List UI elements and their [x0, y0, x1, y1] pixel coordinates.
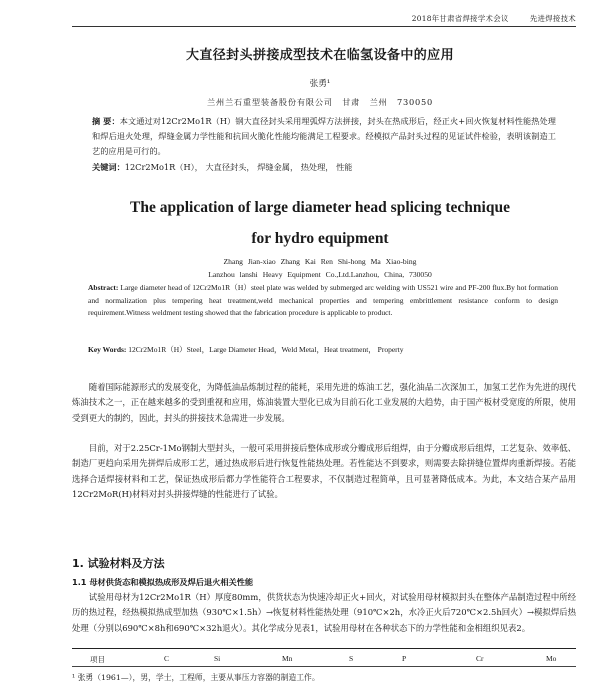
table-header-cell: Mn	[282, 654, 293, 663]
body-paragraph-2: 目前，对于2.25Cr-1Mo钢制大型封头，一般可采用拼接后整体成形或分瓣成形后组焊，由于分瓣成形后组焊，工艺复杂、效率低、制造厂更趋向采用先拼焊后成形工艺，通过热成形后进行恢复性能热处理。若性能达不到要求，则需要去除拼缝位置焊肉重新焊接。若能选择合适焊接材料和工艺，保证热成形后都力学性能符合工程要求，不仅制造过程简单，且可显著降低成本。为此，本文结合某产品用12Cr2MoR(H)材料对封头拼接焊缝的性能进行了试验。	[72, 443, 576, 499]
table-top-rule	[72, 648, 576, 649]
author-footnote: ¹ 张勇（1961—），男，学士，工程师，主要从事压力容器的制造工作。	[72, 673, 320, 682]
english-abstract	[88, 282, 558, 320]
chinese-keywords	[92, 160, 556, 175]
table-header-cell: C	[164, 654, 170, 663]
keywords-label: 关键词：	[92, 162, 125, 172]
subsection-title: 1.1 母材供货态和模拟热成形及焊后退火相关性能	[72, 577, 254, 587]
chinese-title: 大直径封头拼接成型技术在临氢设备中的应用	[185, 48, 454, 63]
conference-name: 2018年甘肃省焊接学术会议	[411, 14, 509, 23]
table-header-cell: S	[349, 654, 354, 663]
table-header-cell: 项目	[90, 655, 105, 664]
chinese-affiliation: 兰州兰石重型装备股份有限公司 甘肃 兰州 730050	[206, 97, 434, 107]
table-header-cell: Mo	[546, 654, 557, 663]
english-keywords-label: Key Words:	[88, 345, 127, 354]
header-rule	[72, 26, 576, 27]
body-paragraph-3: 试验用母材为12Cr2Mo1R（H）厚度80mm，供货状态为快速冷却正火+回火，对试验用母材模拟封头在整体产品制造过程中所经历的热过程，经热模拟热成型加热（930℃×1.5h）→恢复材料性能热处理（910℃×2h，水冷正火后720℃×2.5h回火）→模拟焊后热处理（分别以690℃×8h和690℃×32h退火）。其化学成分见表1，试验用母材在各种状态下的力学性能和金相组织见表2。	[72, 592, 576, 633]
table-header-row	[72, 654, 576, 666]
table-header-rule	[72, 666, 576, 667]
english-abstract-text: Large diameter head of 12Cr2Mo1R（H）steel plate was welded by submerged arc welding with US521 wire and PF-200 flux.By hot formation and normalization plus tempering heat treatment,weld mechanical properties and tempering embrittlement resistance conform to design requirement.Witness weldment testing showed that the fabrication procedure is applicable to product.	[88, 283, 559, 317]
header-section: 先进焊接技术	[529, 14, 576, 23]
english-keywords	[88, 344, 558, 357]
chinese-abstract	[92, 114, 556, 159]
chinese-author: 张勇¹	[309, 79, 331, 89]
table-header-cell: Si	[214, 654, 221, 663]
english-title-line-2: for hydro equipment	[251, 230, 389, 247]
english-abstract-label: Abstract:	[88, 283, 119, 292]
abstract-label: 摘 要：	[92, 116, 120, 126]
keywords-text: 12Cr2Mo1R（H）， 大直径封头， 焊缝金属， 热处理， 性能	[124, 162, 353, 172]
table-header-cell: P	[402, 654, 407, 663]
english-authors: Zhang Jian-xiao Zhang Kai Ren Shi-hong Ma Xiao-bing	[223, 257, 417, 266]
section-title: 1. 试验材料及方法	[72, 557, 165, 570]
english-keywords-text: 12Cr2Mo1R（H）Steel，Large Diameter Head，Weld Metal，Heat treatment， Property	[128, 345, 404, 354]
abstract-text: 本文通过对12Cr2Mo1R（H）钢大直径封头采用埋弧焊方法拼接，封头在热成形后，经正火+回火恢复材料性能热处理和焊后退火处理，焊缝金属力学性能和抗回火脆化性能均能满足工程要求。经模拟产品封头过程的见证试件检验，表明该制造工艺的应用是可行的。	[92, 116, 556, 156]
body-paragraph-1: 随着国际能源形式的发展变化，为降低油品炼制过程的能耗，采用先进的炼油工艺，强化油品二次深加工，加氢工艺作为先进的现代炼油技术之一，正在越来越多的受到重视和应用，炼油装置大型化已成为目前石化工业发展的大趋势，由于国产板材受宽度的所限，使用受到更大的制约，因此，封头的拼接技术急需进一步发展。	[72, 382, 576, 423]
table-header-cell: Cr	[476, 654, 484, 663]
english-title-line-1: The application of large diameter head splicing technique	[130, 199, 510, 216]
running-header	[72, 13, 576, 24]
english-affiliation: Lanzhou lanshi Heavy Equipment Co.,Ltd.Lanzhou, China, 730050	[208, 270, 432, 279]
